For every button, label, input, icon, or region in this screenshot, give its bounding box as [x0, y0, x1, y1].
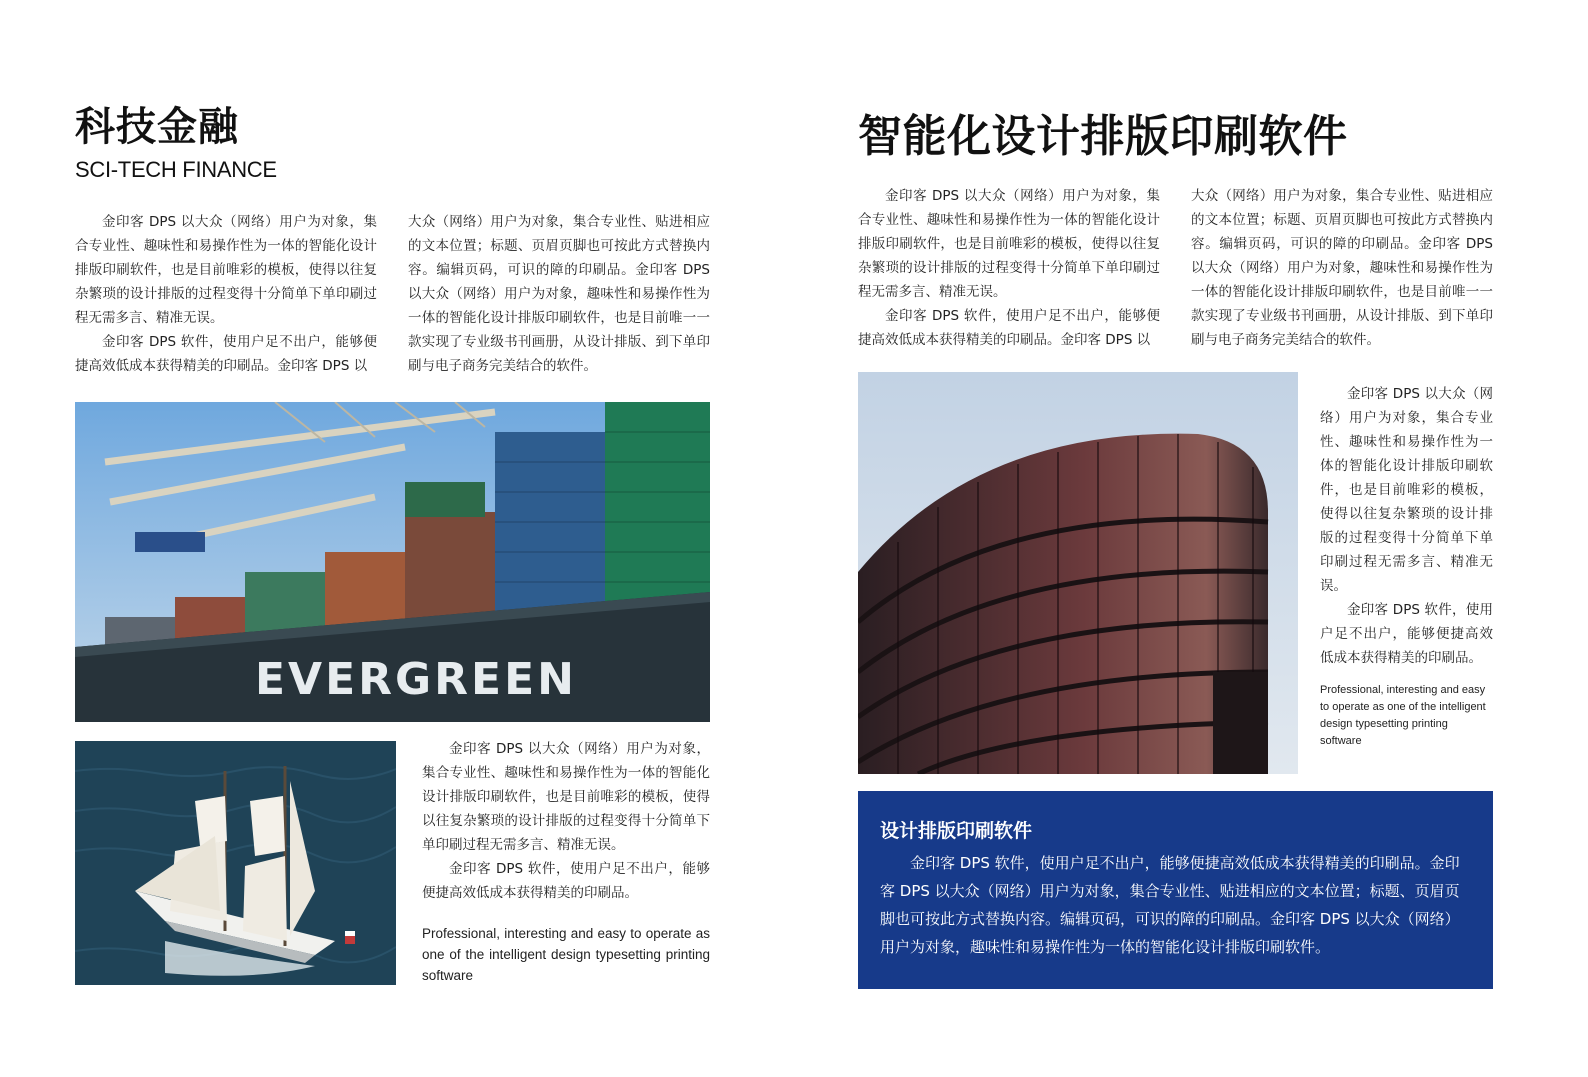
- building-photo: [858, 372, 1298, 774]
- right-page-title: 智能化设计排版印刷软件: [858, 111, 1348, 162]
- ship-hull-label: EVERGREEN: [255, 654, 577, 705]
- paragraph: 大众（网络）用户为对象，集合专业性、贴进相应的文本位置；标题、页眉页脚也可按此方式替换内容。编辑页码，可识的障的印刷品。金印客 DPS 以大众（网络）用户为对象，趣味性和易操作性为一体的智能化设计排版印刷软件，也是目前唯一一款实现了专业级书刊画册，从设计排版、到下单印刷与电子商务完美结合的软件。: [1191, 188, 1493, 348]
- right-text-column-1: [858, 184, 1160, 352]
- info-box-body: [880, 849, 1472, 961]
- paragraph: 金印客 DPS 软件，使用户足不出户，能够便捷高效低成本获得精美的印刷品。金印客 DPS 以: [858, 308, 1160, 348]
- sailing-ship-photo: [75, 741, 396, 985]
- info-box: [858, 791, 1493, 989]
- paragraph: 金印客 DPS 软件，使用户足不出户，能够便捷高效低成本获得精美的印刷品。: [422, 861, 710, 901]
- paragraph: 金印客 DPS 以大众（网络）用户为对象，集合专业性、趣味性和易操作性为一体的智能化设计排版印刷软件，也是目前唯彩的模板，使得以往复杂繁琐的设计排版的过程变得十分简单下单印刷过程无需多言、精准无误。: [1320, 386, 1493, 594]
- paragraph: 金印客 DPS 以大众（网络）用户为对象，集合专业性、趣味性和易操作性为一体的智能化设计排版印刷软件，也是目前唯彩的模板，使得以往复杂繁琐的设计排版的过程变得十分简单下单印刷过程无需多言、精准无误。: [75, 214, 377, 326]
- right-text-column-3: [1320, 382, 1493, 670]
- paragraph: 金印客 DPS 以大众（网络）用户为对象，集合专业性、趣味性和易操作性为一体的智能化设计排版印刷软件，也是目前唯彩的模板，使得以往复杂繁琐的设计排版的过程变得十分简单下单印刷过程无需多言、精准无误。: [422, 741, 710, 853]
- right-english-note: Professional, interesting and easy to operate as one of the intelligent design typesetting printing software: [1320, 684, 1486, 747]
- paragraph: 大众（网络）用户为对象，集合专业性、贴进相应的文本位置；标题、页眉页脚也可按此方式替换内容。编辑页码，可识的障的印刷品。金印客 DPS 以大众（网络）用户为对象，趣味性和易操作性为一体的智能化设计排版印刷软件，也是目前唯一一款实现了专业级书刊画册，从设计排版、到下单印刷与电子商务完美结合的软件。: [408, 214, 710, 374]
- paragraph: 金印客 DPS 以大众（网络）用户为对象，集合专业性、趣味性和易操作性为一体的智能化设计排版印刷软件，也是目前唯彩的模板，使得以往复杂繁琐的设计排版的过程变得十分简单下单印刷过程无需多言、精准无误。: [858, 188, 1160, 300]
- left-page-title: 科技金融: [75, 104, 239, 150]
- paragraph: 金印客 DPS 软件，使用户足不出户，能够便捷高效低成本获得精美的印刷品。金印客 DPS 以大众（网络）用户为对象，集合专业性、贴进相应的文本位置；标题、页眉页脚也可按此方式替换内容。编辑页码，可识的障的印刷品。金印客 DPS 以大众（网络）用户为对象，趣味性和易操作性为一体的智能化设计排版印刷软件。: [880, 854, 1460, 956]
- right-text-column-2: [1191, 184, 1493, 352]
- container-ship-photo: [75, 402, 710, 722]
- left-text-column-1: [75, 210, 377, 378]
- paragraph: 金印客 DPS 软件，使用户足不出户，能够便捷高效低成本获得精美的印刷品。金印客 DPS 以: [75, 334, 377, 374]
- paragraph: 金印客 DPS 软件，使用户足不出户，能够便捷高效低成本获得精美的印刷品。: [1320, 602, 1493, 666]
- info-box-title: 设计排版印刷软件: [880, 820, 1033, 842]
- left-page-subtitle: SCI-TECH FINANCE: [75, 157, 277, 182]
- left-english-note: Professional, interesting and easy to operate as one of the intelligent design typesetting printing software: [422, 926, 710, 983]
- left-text-column-2: [408, 210, 710, 378]
- left-text-column-3: [422, 737, 710, 905]
